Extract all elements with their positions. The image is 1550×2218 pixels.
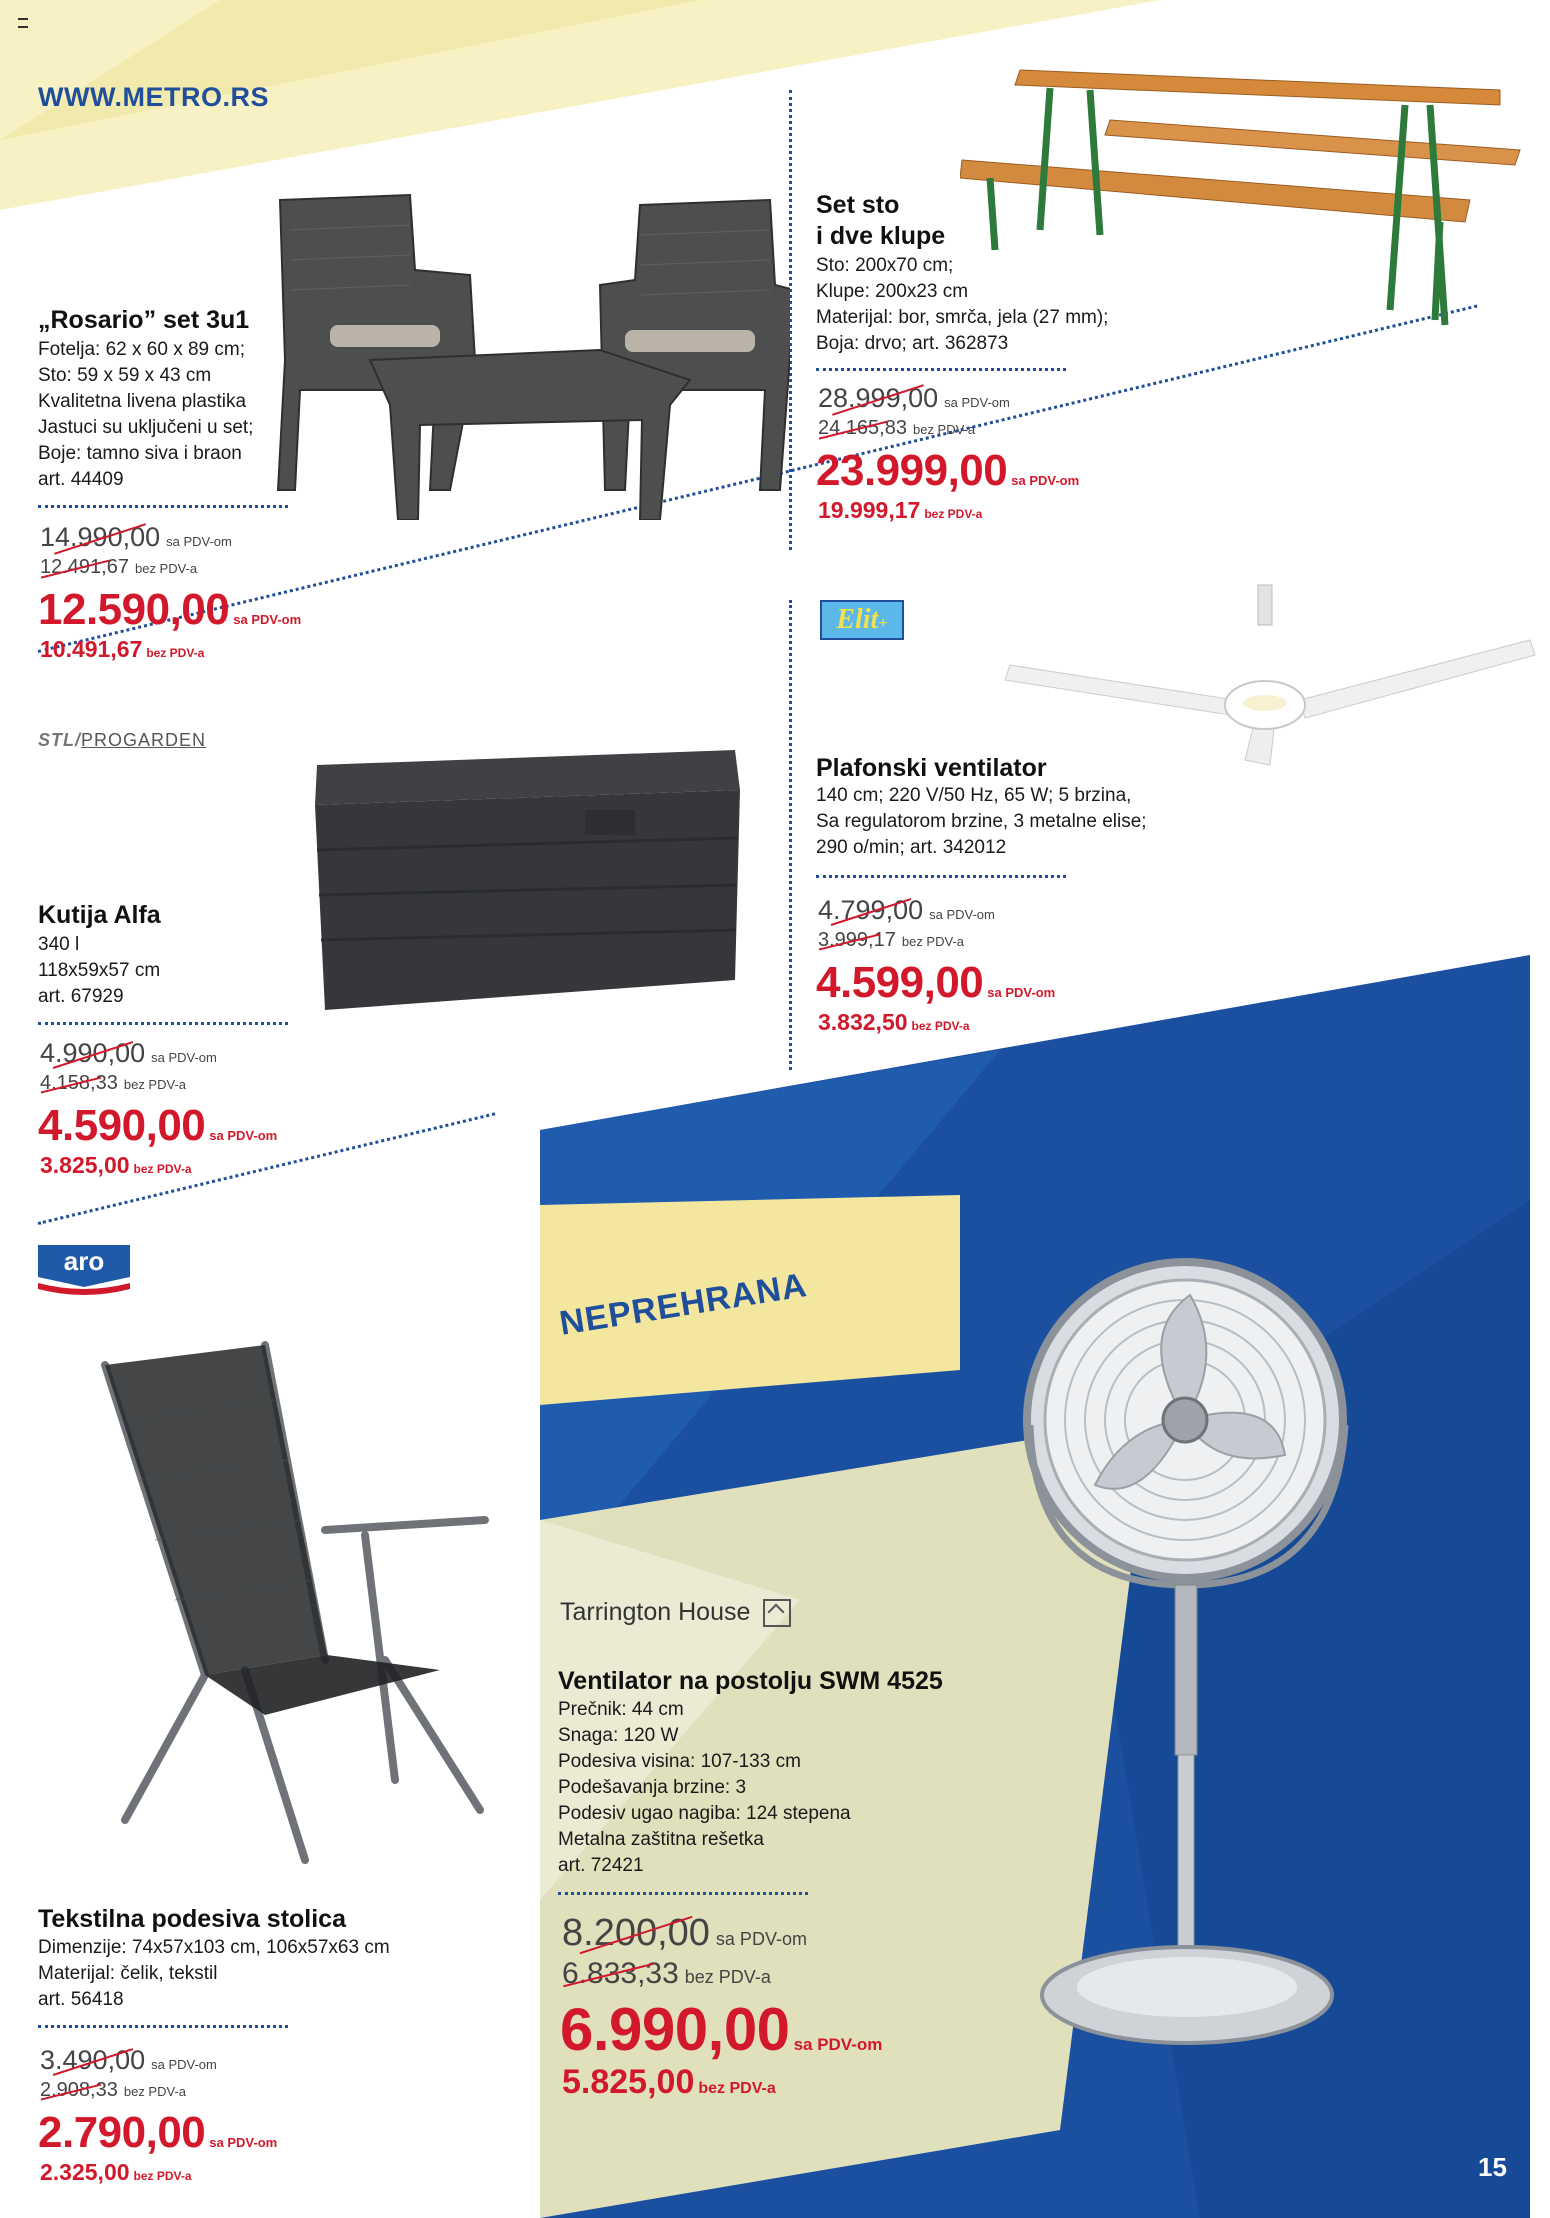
rosario-price: 12.590,00 <box>38 585 230 634</box>
progarden-logo: STL/PROGARDEN <box>38 730 207 750</box>
elit-logo: Elit+ <box>820 600 904 640</box>
ceiling-fan-dots <box>816 875 1066 878</box>
chair-old-net-row <box>40 2079 186 2102</box>
rosario-net-tag: bez PDV-a <box>146 646 205 660</box>
folding-chair-image <box>95 1340 505 1870</box>
rosario-old-price-tag: sa PDV-om <box>166 534 232 549</box>
stand-fan-net-tag: bez PDV-a <box>698 2080 776 2097</box>
stand-fan-image <box>1015 1255 1375 2055</box>
ceiling-fan-price-tag: sa PDV-om <box>987 985 1056 1000</box>
box-old-price: 4.990,00 <box>40 1038 146 1068</box>
box-old-net-tag: bez PDV-a <box>123 1077 187 1092</box>
ceiling-fan-price-row <box>816 958 1055 1008</box>
box-price: 4.590,00 <box>38 1101 206 1150</box>
table-old-net: 24.165,83 <box>818 417 907 439</box>
chair-old-price-row <box>40 2045 217 2076</box>
chair-dots <box>38 2025 288 2028</box>
rosario-net-price: 10.491,67 <box>40 636 143 662</box>
box-old-price-row <box>40 1038 217 1069</box>
page-number: 15 <box>1478 2152 1507 2182</box>
house-icon <box>763 1599 791 1627</box>
rosario-dots <box>38 505 288 508</box>
stand-fan-price: 6.990,00 <box>560 1996 790 2063</box>
stand-fan-net-price: 5.825,00 <box>562 2063 695 2101</box>
chair-description: Dimenzije: 74x57x103 cm, 106x57x63 cm Materijal: čelik, tekstil art. 56418 <box>38 1937 390 2010</box>
chair-old-price-tag: sa PDV-om <box>151 2057 217 2072</box>
stand-fan-description: Prečnik: 44 cm Snaga: 120 W Podesiva visina: 107-133 cm Podešavanja brzine: 3 Podesiv ugao nagiba: 124 stepena Metalna zaštitna rešetka art. 72421 <box>558 1699 851 1876</box>
box-net-price: 3.825,00 <box>40 1152 130 1178</box>
table-description: Sto: 200x70 cm; Klupe: 200x23 cm Materijal: bor, smrča, jela (27 mm); Boja: drvo; art. 362873 <box>816 255 1109 354</box>
chair-price: 2.790,00 <box>38 2108 206 2157</box>
table-price-row <box>816 446 1079 496</box>
chair-net-row <box>40 2159 192 2186</box>
chair-price-tag: sa PDV-om <box>209 2135 278 2150</box>
table-net-tag: bez PDV-a <box>924 507 983 521</box>
ceiling-fan-old-net: 3.999,17 <box>818 929 896 951</box>
rosario-net-row <box>40 636 204 663</box>
chair-title: Tekstilna podesiva stolica <box>38 1905 346 1933</box>
stand-fan-old-price-row <box>562 1912 807 1955</box>
table-price: 23.999,00 <box>816 446 1008 495</box>
stand-fan-old-price: 8.200,00 <box>562 1912 710 1954</box>
table-old-net-tag: bez PDV-a <box>912 422 976 437</box>
ceiling-fan-price: 4.599,00 <box>816 958 984 1007</box>
stand-fan-dots <box>558 1892 808 1895</box>
rosario-old-net: 12.491,67 <box>40 556 129 578</box>
rosario-description: Fotelja: 62 x 60 x 89 cm; Sto: 59 x 59 x 43 cm Kvalitetna livena plastika Jastuci su uključeni u set; Boje: tamno siva i braon art. 44409 <box>38 339 254 490</box>
menu-icon[interactable] <box>18 18 28 28</box>
stand-fan-price-tag: sa PDV-om <box>793 2035 883 2054</box>
chair-old-net: 2.908,33 <box>40 2079 118 2101</box>
rosario-old-price-row <box>40 522 232 553</box>
box-price-tag: sa PDV-om <box>209 1128 278 1143</box>
chair-price-row <box>38 2108 277 2158</box>
box-dots <box>38 1022 288 1025</box>
ceiling-fan-old-price-tag: sa PDV-om <box>929 907 995 922</box>
box-old-price-tag: sa PDV-om <box>151 1050 217 1065</box>
table-old-price-tag: sa PDV-om <box>944 395 1010 410</box>
box-price-row <box>38 1101 277 1151</box>
chair-net-tag: bez PDV-a <box>133 2169 192 2183</box>
table-net-row <box>818 497 982 524</box>
table-price-tag: sa PDV-om <box>1011 473 1080 488</box>
ceiling-fan-image <box>1000 570 1540 770</box>
table-old-price-row <box>818 383 1010 414</box>
stand-fan-old-net-row <box>562 1957 771 1991</box>
box-description: 340 l 118x59x57 cm art. 67929 <box>38 934 161 1007</box>
box-net-tag: bez PDV-a <box>133 1162 192 1176</box>
table-title: Set sto i dve klupe <box>816 191 946 250</box>
storage-box-image <box>305 750 745 1020</box>
table-net-price: 19.999,17 <box>818 497 921 523</box>
ceiling-fan-description: 140 cm; 220 V/50 Hz, 65 W; 5 brzina, Sa regulatorom brzine, 3 metalne elise; 290 o/min; art. 342012 <box>816 785 1147 858</box>
ceiling-fan-net-tag: bez PDV-a <box>911 1019 970 1033</box>
ceiling-fan-old-net-row <box>818 929 964 952</box>
chair-net-price: 2.325,00 <box>40 2159 130 2185</box>
stand-fan-price-row <box>560 1995 882 2064</box>
ceiling-fan-title: Plafonski ventilator <box>816 754 1047 782</box>
box-old-net-row <box>40 1072 186 1095</box>
rosario-old-net-row <box>40 556 197 579</box>
box-old-net: 4.158,33 <box>40 1072 118 1094</box>
rosario-title: „Rosario” set 3u1 <box>38 306 250 334</box>
stand-fan-old-net: 6.833,33 <box>562 1957 679 1990</box>
rosario-old-price: 14.990,00 <box>40 522 161 552</box>
site-url[interactable]: WWW.METRO.RS <box>38 82 269 112</box>
section-title: NEPREHRANA <box>556 1266 810 1343</box>
stand-fan-old-price-tag: sa PDV-om <box>715 1929 807 1949</box>
stand-fan-title: Ventilator na postolju SWM 4525 <box>558 1667 943 1695</box>
ceiling-fan-net-price: 3.832,50 <box>818 1009 908 1035</box>
ceiling-fan-old-price: 4.799,00 <box>818 895 924 925</box>
rosario-price-tag: sa PDV-om <box>233 612 302 627</box>
divider-vertical-mid <box>789 600 792 1070</box>
ceiling-fan-net-row <box>818 1009 970 1036</box>
table-old-price: 28.999,00 <box>818 383 939 413</box>
table-dots <box>816 368 1066 371</box>
rosario-price-row <box>38 585 301 635</box>
box-net-row <box>40 1152 192 1179</box>
tarrington-logo: Tarrington House <box>560 1598 791 1627</box>
stand-fan-old-net-tag: bez PDV-a <box>684 1967 771 1987</box>
chair-old-price: 3.490,00 <box>40 2045 146 2075</box>
rosario-old-net-tag: bez PDV-a <box>134 561 198 576</box>
ceiling-fan-old-net-tag: bez PDV-a <box>901 934 965 949</box>
rosario-set-image <box>270 190 790 520</box>
stand-fan-net-row <box>562 2063 776 2102</box>
chair-old-net-tag: bez PDV-a <box>123 2084 187 2099</box>
aro-logo: aro <box>38 1245 130 1297</box>
ceiling-fan-old-price-row <box>818 895 995 926</box>
table-old-net-row <box>818 417 975 440</box>
box-title: Kutija Alfa <box>38 901 161 929</box>
